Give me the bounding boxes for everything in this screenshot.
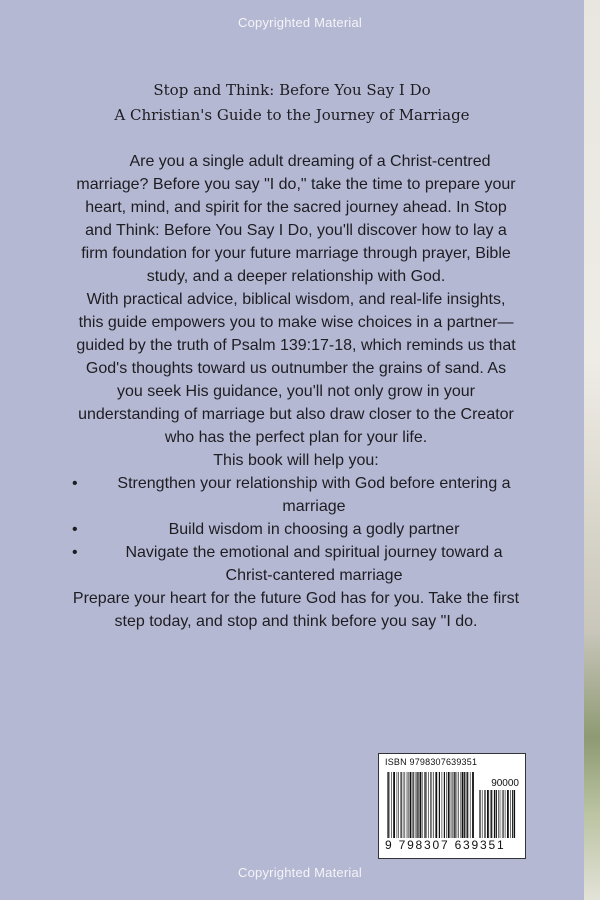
bullet-item — [72, 541, 520, 587]
isbn-label: ISBN 9798307639351 — [385, 757, 478, 767]
bullet-text: Strengthen your relationship with God before entering a marriage — [117, 475, 511, 515]
book-title: Stop and Think: Before You Say I Do — [153, 81, 431, 99]
blurb-paragraph-2: With practical advice, biblical wisdom, and real-life insights, this guide empowers you to make wise choices in a partner—guided by the truth of Psalm 139:17-18, which reminds us that God's thoughts toward us outnumber the grains of sand. As you seek His guidance, you'll not only grow in your understanding of marriage but also draw closer to the Creator who has the perfect plan for your life. — [76, 291, 516, 446]
isbn-addon: 90000 — [491, 778, 519, 789]
closing-paragraph: Prepare your heart for the future God has for you. Take the first step today, and stop and think before you say "I do. — [72, 590, 520, 630]
bullet-item — [72, 518, 520, 541]
bullet-icon: • — [72, 521, 78, 538]
watermark-bottom: Copyrighted Material — [238, 865, 362, 880]
isbn-barcode — [378, 753, 526, 859]
cover-photo-edge — [584, 0, 600, 900]
book-subtitle: A Christian's Guide to the Journey of Marriage — [114, 106, 470, 124]
bullet-icon: • — [72, 544, 78, 561]
barcode-bars-icon — [387, 772, 475, 838]
watermark-top: Copyrighted Material — [238, 15, 362, 30]
bullet-item — [72, 472, 520, 518]
bullet-icon: • — [72, 475, 78, 492]
bullet-text: Build wisdom in choosing a godly partner — [168, 521, 460, 538]
bullet-text: Navigate the emotional and spiritual journey toward a Christ-cantered marriage — [125, 544, 503, 584]
isbn-digits: 9 798307 639351 — [385, 838, 506, 852]
addon-barcode-bars-icon — [479, 790, 517, 838]
list-intro: This book will help you: — [213, 452, 379, 469]
blurb — [72, 150, 520, 633]
blurb-paragraph-1: Are you a single adult dreaming of a Christ-centred marriage? Before you say "I do," take the time to prepare your heart, mind, and spirit for the sacred journey ahead. In Stop and Think: Before You Say I Do, you'll discover how to lay a firm foundation for your future marriage through prayer, Bible study, and a deeper relationship with God. — [76, 153, 516, 285]
